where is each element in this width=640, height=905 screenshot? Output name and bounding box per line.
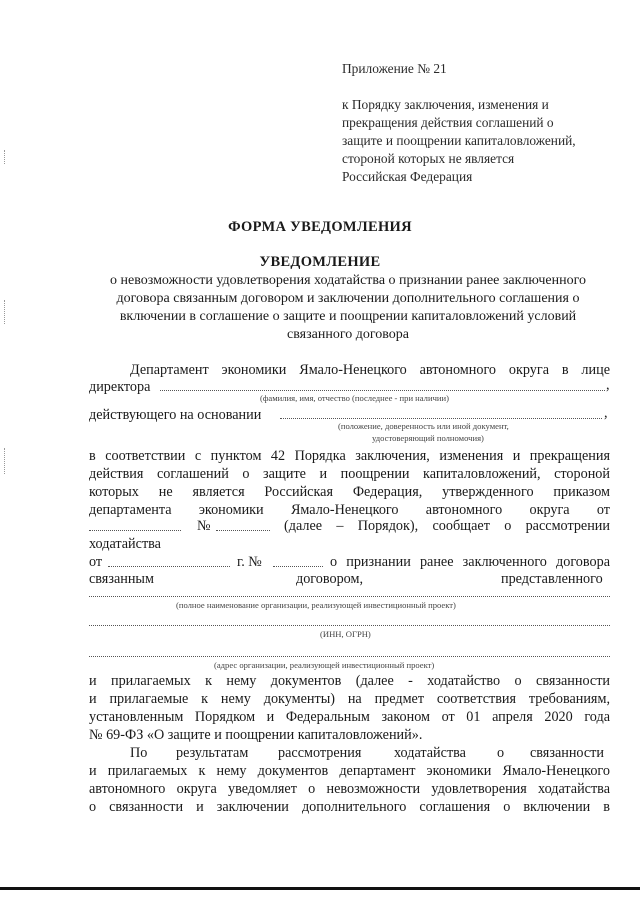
from-label: от [89, 554, 103, 570]
word: рассмотрения [278, 745, 362, 761]
address-fill-line[interactable] [89, 656, 610, 657]
notice-title: УВЕДОМЛЕНИЕ [259, 254, 381, 270]
petition-number-fill-line[interactable] [273, 566, 323, 567]
annex-line: к Порядку заключения, изменения и [342, 97, 549, 112]
body-line: о признании ранее заключенного договора [330, 554, 610, 570]
hint-fio: (фамилия, имя, отчество (последнее - при наличии) [260, 393, 449, 403]
scan-edge-mark [4, 300, 7, 324]
organization-fill-line[interactable] [89, 596, 610, 597]
annex-line: прекращения действия соглашений о [342, 115, 554, 130]
inn-fill-line[interactable] [89, 625, 610, 626]
hint-org: (полное наименование организации, реализующей инвестиционный проект) [176, 600, 456, 610]
scan-edge-mark [4, 150, 7, 164]
word: договором, [296, 571, 364, 587]
word: представленного [501, 571, 603, 587]
number-sign: № [197, 518, 211, 534]
order-date-fill-line[interactable] [89, 530, 181, 531]
notice-subtitle-line: связанного договора [287, 327, 409, 342]
director-fill-line[interactable] [160, 390, 605, 391]
body-line: Департамент экономики Ямало-Ненецкого автономного округа в лице [130, 362, 610, 378]
notice-subtitle-line: о невозможности удовлетворения ходатайства о признании ранее заключенного [110, 273, 586, 288]
body-line: действия соглашений о защите и поощрении капиталовложений, стороной [89, 466, 610, 482]
body-line: и прилагаемых к нему документов (далее - ходатайство о связанности [89, 673, 610, 689]
body-line: которых не является Российская Федерация, утвержденного приказом [89, 484, 610, 500]
hint-inn: (ИНН, ОГРН) [320, 629, 371, 639]
word: связанности [530, 745, 604, 761]
word: связанным [89, 571, 154, 587]
petition-date-fill-line[interactable] [108, 566, 230, 567]
body-line: автономного округа уведомляет о невозможности удовлетворения ходатайства [89, 781, 610, 797]
hint-address: (адрес организации, реализующей инвестиционный проект) [214, 660, 435, 670]
body-line: в соответствии с пунктом 42 Порядка заключения, изменения и прекращения [89, 448, 610, 464]
word: ходатайства [394, 745, 466, 761]
hint-doc: удостоверяющий полномочия) [372, 433, 484, 443]
annex-line: Российская Федерация [342, 169, 473, 184]
annex-line: стороной которых не является [342, 151, 515, 166]
body-line: ходатайства [89, 536, 161, 552]
word: По [130, 745, 148, 761]
annex-number: Приложение № 21 [342, 61, 447, 76]
notice-subtitle-line: включении в соглашение о защите и поощрении капиталовложений условий [119, 309, 577, 324]
annex-line: защите и поощрении капиталовложений, [342, 133, 576, 148]
body-line: департамента экономики Ямало-Ненецкого автономного округа от [89, 502, 610, 518]
comma: , [604, 405, 608, 421]
body-line: и прилагаемые к нему документы) на предмет соответствия требованиям, [89, 691, 610, 707]
scan-edge-mark [4, 448, 7, 474]
hint-doc: (положение, доверенность или иной документ, [338, 421, 509, 431]
basis-fill-line[interactable] [280, 418, 602, 419]
form-title: ФОРМА УВЕДОМЛЕНИЯ [228, 219, 412, 235]
body-line: № 69-ФЗ «О защите и поощрении капиталовложений». [89, 727, 423, 743]
word: о [497, 745, 505, 761]
word: результатам [176, 745, 249, 761]
year-number-label: г. № [237, 554, 262, 570]
comma: , [606, 377, 610, 393]
notice-subtitle-line: договора связанным договором и заключении дополнительного соглашения о [116, 291, 580, 306]
order-number-fill-line[interactable] [216, 530, 270, 531]
body-line: установленным Порядком и Федеральным законом от 01 апреля 2020 года [89, 709, 610, 725]
body-line: (далее – Порядок), сообщает о рассмотрении [284, 518, 610, 534]
director-label: директора [89, 379, 151, 395]
acting-basis-label: действующего на основании [89, 407, 262, 423]
body-line: о связанности и заключении дополнительного соглашения о включении в [89, 799, 610, 815]
body-line: и прилагаемых к нему документов департамент экономики Ямало-Ненецкого [89, 763, 610, 779]
scan-bottom-edge [0, 887, 640, 890]
